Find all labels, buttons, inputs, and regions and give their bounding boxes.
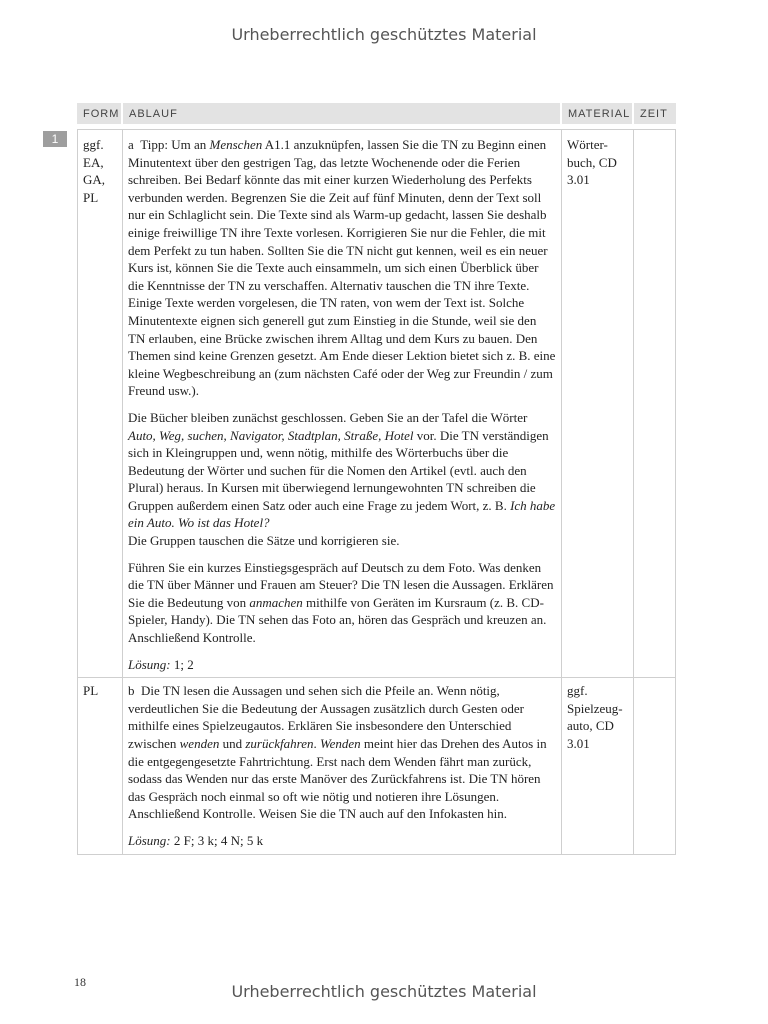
text-span: . xyxy=(313,736,320,751)
zeit-cell xyxy=(634,678,676,854)
paragraph xyxy=(128,559,556,647)
text-span: Tipp: Um an xyxy=(140,137,210,152)
text-span: meint hier das Drehen des Autos in die entgegengesetzte Fahrtrichtung. Erst nach dem Wenden fährt man zurück, sodass das Wenden nur das erste Manöver des Zurückfahrens ist. Die TN hören das Gespräch noch einmal so oft wie nötig und notieren ihre Lösungen. Anschließend Kontrolle. Weisen Sie die TN auch auf den Infokasten hin. xyxy=(128,736,547,822)
paragraph xyxy=(128,409,556,550)
text-span: mithilfe von Geräten im Kursraum (z. B. CD-Spieler, Handy). Die TN sehen das Foto an, hören das Gespräch und kreuzen an. Anschließend Kontrolle. xyxy=(128,594,547,646)
solution-label: Lösung: xyxy=(128,656,171,672)
text-span: Führen Sie ein kurzes Einstiegsgespräch auf Deutsch zu dem Foto. Was denken die TN über Männer und Frauen am Steuer? Die TN lesen die Aussagen. Erklären Sie die Bedeutung von xyxy=(128,559,554,610)
zeit-cell xyxy=(634,129,676,678)
solution-line xyxy=(128,832,556,850)
solution-value: 1; 2 xyxy=(170,656,194,672)
text-span: Die Bücher bleiben zunächst geschlossen. Geben Sie an der Tafel die Wörter xyxy=(128,409,528,425)
text-span: Die TN lesen die Aussagen und sehen sich die Pfeile an. Wenn nötig, verdeutlichen Sie die Bedeutung der Aussagen zusätzlich durch Gesten oder mithilfe eines Spielzeugautos. Erklären Sie insbesondere den Unterschied zwischen xyxy=(128,683,525,751)
italic-text: Ich habe ein Auto. Wo ist das Hotel? xyxy=(128,497,556,531)
table-header-row xyxy=(77,103,676,124)
page-number: 18 xyxy=(74,975,86,989)
header-form: FORM xyxy=(77,103,123,124)
ablauf-cell xyxy=(123,678,562,854)
solution-line xyxy=(128,656,556,674)
text-span: Die Gruppen tauschen die Sätze und korrigieren sie. xyxy=(128,533,400,549)
ablauf-cell xyxy=(123,129,562,678)
header-ablauf: ABLAUF xyxy=(123,103,562,124)
copyright-watermark-bottom: Urheberrechtlich geschütztes Material xyxy=(231,982,537,1001)
text-span: A1.1 anzuknüpfen, lassen Sie die TN zu Beginn einen Minutentext über den gestrigen Tag, das letzte Wochenende oder die Ferien schreiben. Bei Bedarf könnte das mit einer kurzen Wiederholung des Perfekts verbunden werden. Begrenzen Sie die Zeit auf fünf Minuten, denn der Text soll nur ein Schlaglicht sein. Die Texte sind als Warm-up gedacht, lassen Sie deshalb einige freiwillige TN ihre Texte vorlesen. Korrigieren Sie nur die Fehler, die mit dem Perfekt zu tun haben. Sollten Sie die TN nicht gut kennen, weil es ein neuer Kurs ist, können Sie die Texte auch einsammeln, um sich einen Überblick über die Kenntnisse der TN zu verschaffen. Alternativ tauschen die TN ihre Texte. Einige Texte werden vorgelesen, die TN raten, von wem der Text ist. Solche Minutentexte eignen sich generell gut zum Einstieg in die Stunde, weil sie den TN erlauben, eine Brücke zwischen ihrem Alltag und dem Kurs zu bauen. Den Themen sind keine Grenzen gesetzt. Am Ende dieser Lektion bietet sich z. B. eine kleine Wegbeschreibung an (zum nächsten Café oder der Weg zur Freundin / zum Freund usw.). xyxy=(128,137,556,399)
paragraph xyxy=(128,136,556,400)
italic-text: Auto, Weg, suchen, Navigator, Stadtplan, Straße, Hotel xyxy=(128,427,414,443)
form-cell: ggf. EA, GA, PL xyxy=(77,129,123,678)
italic-text: anmachen xyxy=(249,594,303,610)
copyright-watermark-top: Urheberrechtlich geschütztes Material xyxy=(231,25,537,44)
solution-value: 2 F; 3 k; 4 N; 5 k xyxy=(170,832,264,848)
italic-text: Menschen xyxy=(209,137,263,152)
text-span: und xyxy=(219,736,246,751)
material-cell: Wörter-buch, CD 3.01 xyxy=(562,129,634,678)
text-span: vor. Die TN verständigen sich in Kleingruppen und, wenn nötig, mithilfe des Wörterbuchs über die Bedeutung der Wörter und suchen für die Nomen den Artikel (evtl. auch den Plural) heraus. In Kursen mit überwiegend lernungewohnten TN schreiben die Gruppen außerdem einen Satz oder auch eine Frage zu jedem Wort, z. B. xyxy=(128,427,549,513)
solution-label: Lösung: xyxy=(128,832,171,848)
step-label: a xyxy=(128,137,134,152)
material-cell: ggf. Spielzeug-auto, CD 3.01 xyxy=(562,678,634,854)
step-number-marker: 1 xyxy=(43,131,67,147)
italic-text: zurückfahren xyxy=(245,736,314,751)
header-zeit: ZEIT xyxy=(634,103,676,124)
table-row xyxy=(77,129,676,678)
form-cell: PL xyxy=(77,678,123,854)
paragraph xyxy=(128,682,556,823)
italic-text: wenden xyxy=(179,736,220,751)
header-material: MATERIAL xyxy=(562,103,634,124)
lesson-plan-table xyxy=(77,103,676,855)
italic-text: Wenden xyxy=(319,736,361,751)
table-row xyxy=(77,678,676,854)
step-label: b xyxy=(128,683,135,699)
